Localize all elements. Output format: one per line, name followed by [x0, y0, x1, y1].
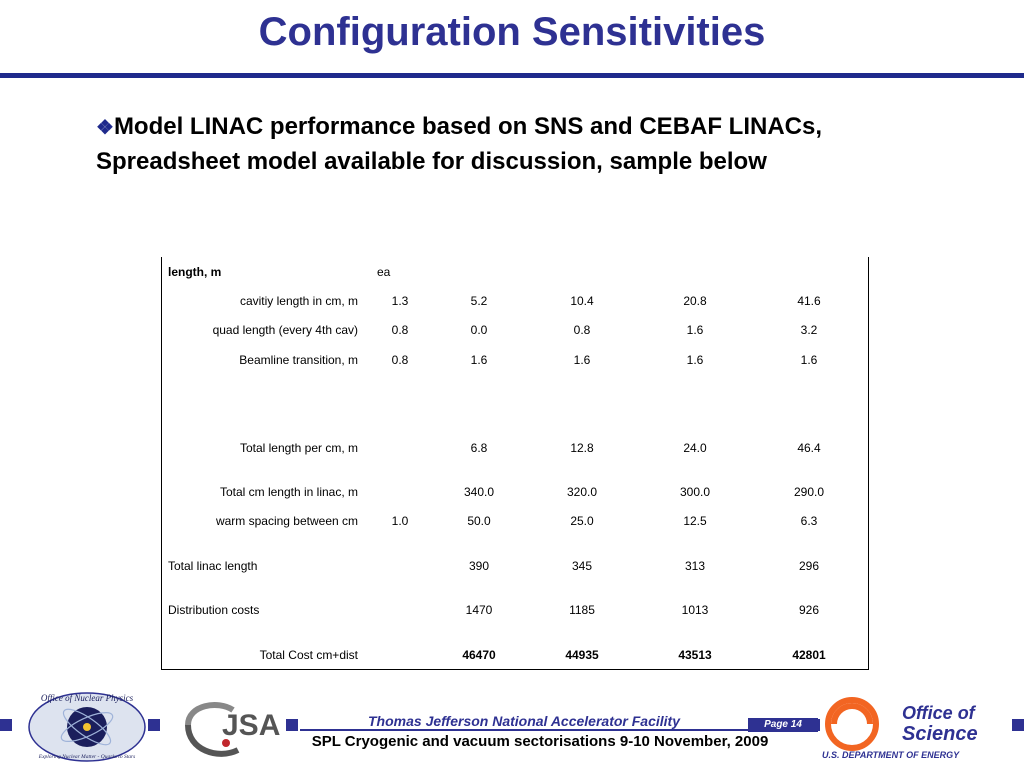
- cell-value: 46.4: [797, 441, 821, 455]
- title-rule: [0, 73, 1024, 78]
- cell-value: 0.8: [391, 323, 409, 337]
- cell-value: 1.6: [470, 353, 488, 367]
- cell-value: 0.0: [470, 323, 488, 337]
- bullet-text: Model LINAC performance based on SNS and CEBAF LINACs, Spreadsheet model available for discussion, sample below: [96, 113, 823, 175]
- cell-value: 1.6: [800, 353, 818, 367]
- cell-value: 5.2: [470, 294, 488, 308]
- organization-name: Thomas Jefferson National Accelerator Facility: [300, 713, 748, 729]
- cell-value: 42801: [792, 648, 826, 662]
- cell-value: 10.4: [570, 294, 594, 308]
- table-row: [162, 321, 868, 339]
- nuclear-physics-logo: [22, 685, 152, 765]
- row-label: cavitiy length in cm, m: [239, 294, 358, 308]
- logo-jsa-text: JSA: [222, 709, 281, 742]
- cell-value: 1.6: [686, 323, 704, 337]
- table-row: [162, 292, 868, 310]
- logo-os-line1: Office of: [902, 703, 975, 723]
- cell-value: 345: [571, 559, 593, 573]
- table-row: [162, 351, 868, 369]
- logo-os-line3: U.S. DEPARTMENT OF ENERGY: [822, 750, 960, 760]
- page-number: Page 14: [748, 718, 818, 732]
- row-label: Distribution costs: [168, 603, 260, 617]
- cell-value: 390: [468, 559, 490, 573]
- cell-value: 1185: [569, 603, 595, 617]
- cell-value: 25.0: [570, 514, 594, 528]
- row-label: Total length per cm, m: [239, 441, 358, 455]
- cell-value: 1.6: [686, 353, 704, 367]
- cell-unit: ea: [377, 265, 391, 279]
- cell-value: 926: [798, 603, 820, 617]
- cell-value: 1013: [681, 603, 709, 617]
- cell-value: [370, 483, 430, 501]
- row-label: length, m: [168, 265, 222, 279]
- table-row: [162, 439, 868, 457]
- table-row: [162, 601, 868, 619]
- cell-value: 24.0: [683, 441, 707, 455]
- cell-value: 3.2: [800, 323, 818, 337]
- cell-value: 340.0: [463, 485, 495, 499]
- table-row: [162, 557, 868, 575]
- table-row: [162, 263, 868, 281]
- row-label: warm spacing between cm: [215, 514, 358, 528]
- cell-value: 46470: [462, 648, 496, 662]
- row-label: quad length (every 4th cav): [212, 323, 358, 337]
- footer-square: [0, 719, 12, 731]
- row-label: Total cm length in linac, m: [219, 485, 358, 499]
- cell-value: 43513: [678, 648, 712, 662]
- jsa-logo: [178, 695, 288, 765]
- cell-value: 44935: [565, 648, 599, 662]
- cell-value: 290.0: [793, 485, 825, 499]
- logo-np-text: Office of Nuclear Physics: [40, 693, 134, 703]
- cell-value: 50.0: [467, 514, 491, 528]
- table-row-total: [162, 646, 868, 664]
- cell-value: 12.5: [683, 514, 707, 528]
- cell-value: 296: [798, 559, 820, 573]
- cell-value: 6.8: [470, 441, 488, 455]
- cell-value: 1.0: [391, 514, 409, 528]
- bullet-point: [96, 110, 936, 179]
- office-of-science-logo: [820, 696, 1020, 764]
- cell-value: [370, 439, 430, 457]
- cell-value: 0.8: [573, 323, 591, 337]
- cell-value: [370, 601, 430, 619]
- footer-subtitle: SPL Cryogenic and vacuum sectorisations 9-10 November, 2009: [311, 733, 769, 750]
- logo-np-tagline: Exploring Nuclear Matter - Quarks to Stars: [38, 754, 136, 760]
- table-row: [162, 512, 868, 530]
- cell-value: 0.8: [391, 353, 409, 367]
- cell-value: [370, 557, 430, 575]
- cell-value: [370, 646, 430, 664]
- row-label: Beamline transition, m: [239, 353, 358, 367]
- cell-value: 1.3: [391, 294, 409, 308]
- cell-value: 1.6: [573, 353, 591, 367]
- row-label: Total Cost cm+dist: [259, 648, 358, 662]
- cell-value: 300.0: [679, 485, 711, 499]
- table-row: [162, 483, 868, 501]
- cell-value: 6.3: [800, 514, 818, 528]
- logo-os-line2: Science: [902, 723, 978, 745]
- cell-value: 320.0: [566, 485, 598, 499]
- cell-value: 41.6: [797, 294, 821, 308]
- cell-value: 1470: [465, 603, 493, 617]
- cell-value: 313: [684, 559, 706, 573]
- row-label: Total linac length: [168, 559, 258, 573]
- slide-title: Configuration Sensitivities: [258, 10, 766, 54]
- cell-value: 20.8: [683, 294, 707, 308]
- diamond-bullet-icon: ❖: [96, 117, 114, 139]
- cell-value: 12.8: [570, 441, 594, 455]
- spreadsheet-table: [161, 257, 869, 670]
